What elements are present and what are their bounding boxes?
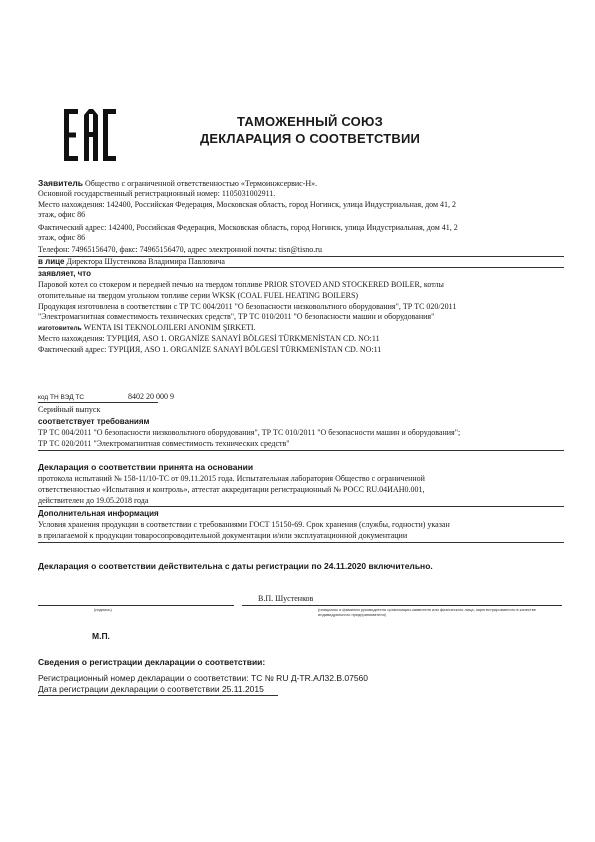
stamp-place: М.П.: [92, 631, 110, 641]
registration-heading: Сведения о регистрации декларации о соответствии:: [38, 657, 266, 667]
requirements-label: соответствует требованиям: [38, 417, 150, 426]
divider: [38, 450, 564, 451]
manufacturer-name: WENTA ISI TEKNOLOJILERI ANONIM ŞIRKETI.: [83, 323, 256, 332]
declares-label: заявляет, что: [38, 269, 91, 278]
basis-label: Декларация о соответствии принята на основании: [38, 462, 254, 472]
name-caption-2: индивидуального предпринимателя): [318, 612, 386, 617]
requirements-line-1: ТР ТС 004/2011 "О безопасности низковольтного оборудования", ТР ТС 010/2011 "О безопасности машин и оборудования";: [38, 428, 461, 437]
additional-line-2: в прилагаемой к продукции товаросопроводительной документации и/или эксплуатационной документации: [38, 531, 408, 540]
validity-statement: Декларация о соответствии действительна с даты регистрации по 24.11.2020 включительно.: [38, 561, 433, 571]
applicant-ogrn: Основной государственный регистрационный номер: 1105031002911.: [38, 189, 276, 198]
registration-number: Регистрационный номер декларации о соответствии: ТС № RU Д-TR.АЛ32.В.07560: [38, 673, 369, 683]
applicant-location-2: этаж, офис 86: [38, 210, 86, 219]
manufacturer-row: [38, 323, 564, 334]
basis-line-2: ответственностью «Испытания и контроль», аттестат аккредитации регистрационный № РОСС RU.04ИАН0.001,: [38, 485, 425, 494]
code-value: 8402 20 000 9: [128, 392, 174, 401]
code-label: код ТН ВЭД ТС: [38, 394, 85, 401]
applicant-actual-2: этаж, офис 86: [38, 233, 86, 242]
registration-date: Дата регистрации декларации о соответствии 25.11.2015: [38, 684, 264, 694]
applicant-name: Общество с ограниченной ответственностью «Термоинжсервис-Н».: [84, 179, 318, 188]
eac-logo: [62, 107, 118, 163]
basis-line-1: протокола испытаний № 158-11/10-ТС от 09.11.2015 года. Испытательная лаборатория Общество с ограниченной: [38, 474, 425, 483]
name-caption-1: (инициалы и фамилия руководителя организации-заявителя или физического лица, зарегистрированного в качестве: [318, 607, 537, 612]
manufacturer-actual: Фактический адрес: ТУРЦИЯ, ASO 1. ORGANİZE SANAYİ BÖLGESİ TÜRKMENİSTAN CD. NO:11: [38, 345, 382, 354]
applicant-label: Заявитель: [38, 178, 83, 188]
code-underline: [38, 402, 158, 403]
manufacturer-location: Место нахождения: ТУРЦИЯ, ASO 1. ORGANİZE SANAYİ BÖLGESİ TÜRKMENİSTAN CD. NO:11: [38, 334, 380, 343]
represented-label: в лице: [38, 257, 65, 266]
divider: [38, 506, 564, 507]
basis-line-3: действителен до 19.05.2018 года: [38, 496, 149, 505]
serial-release: Серийный выпуск: [38, 405, 101, 414]
title-union: ТАМОЖЕННЫЙ СОЮЗ: [237, 114, 383, 129]
applicant-location-1: Место нахождения: 142400, Российская Федерация, Московская область, город Ногинск, улица Индустриальная, дом 41, 2: [38, 200, 457, 209]
name-line: [242, 605, 562, 606]
title-declaration: ДЕКЛАРАЦИЯ О СООТВЕТСТВИИ: [199, 131, 421, 146]
signature-caption: (подпись): [94, 607, 112, 612]
manufacturer-label: изготовитель: [38, 325, 82, 332]
applicant-contacts: Телефон: 74965156470, факс: 74965156470, адрес электронной почты: tisn@tisno.ru: [38, 245, 322, 254]
produced-line-2: "Электромагнитная совместимость технических средств", ТР ТС 010/2011 "О безопасности машин и оборудования": [38, 312, 435, 321]
product-line-2: отопительные на твердом угольном топливе серии WKSK (COAL FUEL HEATING BOILERS): [38, 291, 359, 300]
additional-label: Дополнительная информация: [38, 509, 159, 518]
signatory-name: В.П. Шустенков: [258, 594, 314, 603]
represented-value: Директора Шустенкова Владимира Павловича: [66, 257, 225, 266]
produced-line-1: Продукция изготовлена в соответствии с ТР ТС 004/2011 "О безопасности низковольтного оборудования", ТР ТС 020/2011: [38, 302, 457, 311]
divider: [38, 695, 278, 696]
requirements-line-2: ТР ТС 020/2011 "Электромагнитная совместимость технических средств": [38, 439, 290, 448]
applicant-row: [38, 178, 564, 189]
represented-row: [38, 257, 564, 267]
applicant-actual-1: Фактический адрес: 142400, Российская Федерация, Московская область, город Ногинск, улица Индустриальная, дом 41, 2: [38, 223, 458, 232]
divider: [38, 267, 564, 268]
divider: [38, 542, 564, 543]
signature-line: [38, 605, 234, 606]
additional-line-1: Условия хранения продукции в соответствии с требованиями ГОСТ 15150-69. Срок хранения (службы, годности) указан: [38, 520, 450, 529]
product-line-1: Паровой котел со стокером и передней печью на твердом топливе PRIOR STOVED AND STOCKERED BOILER, котлы: [38, 280, 444, 289]
